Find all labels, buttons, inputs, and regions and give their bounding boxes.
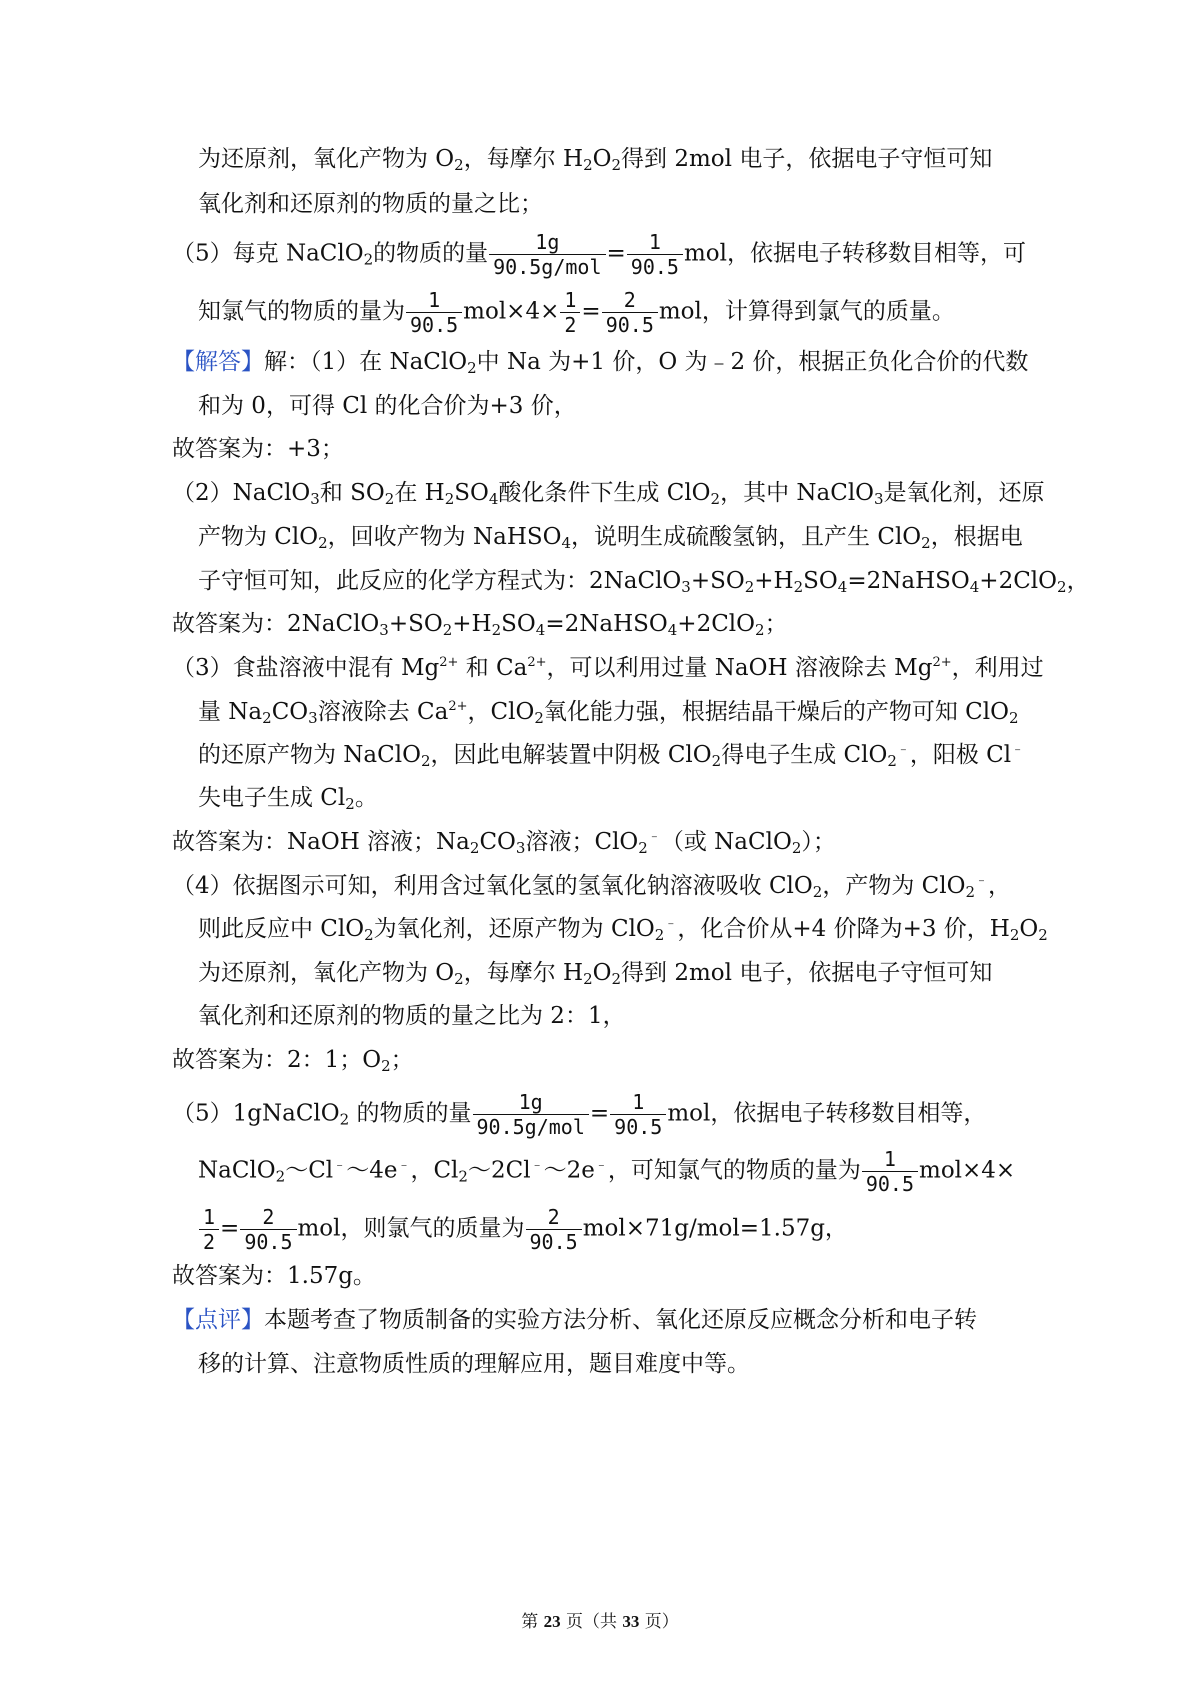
subscript: 2 — [1009, 709, 1019, 727]
text-run: = — [220, 1215, 240, 1242]
superscript: ﹣ — [974, 873, 988, 888]
subscript: 4 — [837, 578, 848, 596]
text-run: 故答案为：NaOH 溶液；Na — [172, 829, 470, 855]
text-run: 90.5 — [630, 255, 679, 279]
text-run: 故答案为：+3； — [172, 436, 344, 462]
superscript: ﹣ — [530, 1157, 544, 1173]
text-run: = — [581, 298, 601, 325]
fraction — [240, 1205, 296, 1254]
text-line — [198, 1348, 750, 1380]
text-run: ，因此电解装置中阴极 ClO — [430, 742, 712, 768]
text-run: （5）每克 NaClO — [172, 240, 364, 267]
subscript: 4 — [561, 534, 572, 552]
text-run: ，化合价从+4 价降为+3 价，H — [677, 916, 1010, 942]
text-run: 90.5 — [614, 1115, 663, 1139]
text-run: （3）食盐溶液中混有 Mg — [172, 655, 440, 681]
fraction — [406, 288, 462, 337]
text-run: CO — [479, 829, 516, 855]
page-total: 33 — [622, 1612, 640, 1631]
subscript: 2 — [793, 578, 804, 596]
subscript: 3 — [681, 578, 691, 596]
subscript: 2 — [384, 490, 395, 508]
text-run: 量 Na — [198, 699, 263, 725]
text-run: 2 — [240, 1205, 296, 1230]
subscript: 3 — [515, 839, 526, 857]
text-line — [198, 913, 1048, 945]
text-run: 得到 2mol 电子，依据电子守恒可知 — [621, 960, 993, 986]
text-run: 得到 2mol 电子，依据电子守恒可知 — [621, 146, 993, 172]
text-run: ，根据电 — [930, 524, 1023, 550]
text-run: 溶液；ClO — [525, 829, 639, 855]
text-run: 氧化剂和还原剂的物质的量之比； — [198, 191, 543, 217]
subscript: 2 — [965, 883, 975, 901]
text-run: 酸化条件下生成 ClO — [498, 480, 711, 506]
page-footer — [0, 1607, 1200, 1632]
text-line — [172, 1304, 977, 1336]
text-line — [198, 288, 955, 337]
subscript: 2 — [638, 839, 648, 857]
subscript: 2 — [710, 490, 721, 508]
subscript: 2 — [318, 534, 328, 552]
subscript: 3 — [310, 490, 320, 508]
text-run: 2 — [526, 1205, 582, 1230]
subscript: 2 — [381, 1057, 391, 1075]
text-run: 1 — [627, 230, 683, 255]
superscript: ﹣ — [1011, 742, 1025, 757]
text-run: +H — [452, 611, 492, 637]
subscript: 2 — [611, 156, 622, 174]
text-run: O — [592, 146, 612, 172]
text-line — [198, 957, 992, 989]
text-run: ，Cl — [410, 1157, 459, 1184]
text-run: 是氧化剂，还原 — [883, 480, 1045, 506]
text-run: SO — [803, 568, 838, 594]
text-run: 和 Ca — [458, 655, 528, 681]
text-line — [198, 1205, 848, 1254]
subscript: 4 — [969, 578, 980, 596]
subscript: 2 — [458, 1167, 468, 1186]
text-run: 得电子生成 ClO — [721, 742, 888, 768]
subscript: 2 — [755, 621, 765, 639]
text-run: 90.5 — [865, 1172, 915, 1196]
text-run: ，阳极 Cl — [909, 742, 1012, 768]
text-line — [172, 870, 1011, 902]
subscript: 2 — [654, 926, 665, 944]
text-run: ，每摩尔 H — [463, 146, 584, 172]
text-line — [172, 477, 1045, 509]
text-run: mol，依据电子转移数目相等， — [667, 1100, 987, 1127]
text-run: 90.5 — [410, 313, 459, 337]
text-run: +2ClO — [979, 568, 1058, 594]
subscript: 2 — [744, 578, 755, 596]
text-run: 为还原剂，氧化产物为 O — [198, 960, 455, 986]
text-line — [172, 1044, 414, 1076]
text-run: 故答案为：2：1；O — [172, 1047, 382, 1073]
superscript: 2+ — [448, 699, 468, 714]
superscript: ﹣ — [594, 1157, 608, 1173]
text-run: =2NaHSO — [545, 611, 668, 637]
text-run: 为还原剂，氧化产物为 O — [198, 146, 455, 172]
text-run: O — [1019, 916, 1039, 942]
fraction — [862, 1147, 918, 1196]
text-line — [198, 696, 1019, 728]
text-run: 移的计算、注意物质性质的理解应用，题目难度中等。 — [198, 1351, 750, 1377]
superscript: 2+ — [439, 655, 459, 670]
text-line — [198, 565, 1090, 597]
text-run: ，其中 NaClO — [720, 480, 875, 506]
text-run: +SO — [388, 611, 443, 637]
text-run: ； — [390, 1047, 414, 1073]
text-line — [198, 390, 577, 422]
fraction — [489, 230, 605, 279]
text-run: 解：（1）在 NaClO — [264, 349, 468, 375]
text-run: mol×4× — [919, 1157, 1016, 1184]
fraction — [473, 1090, 589, 1139]
text-run: ，每摩尔 H — [463, 960, 584, 986]
subscript: 2 — [363, 250, 374, 269]
text-run: 90.5 — [244, 1230, 293, 1254]
text-run: +H — [754, 568, 794, 594]
text-run: 的物质的量 — [373, 240, 489, 267]
text-run: 知氯气的物质的量为 — [198, 298, 405, 325]
text-run: 子守恒可知，此反应的化学方程式为：2NaClO — [198, 568, 682, 594]
superscript: ﹣ — [397, 1157, 411, 1173]
text-run: ）； — [801, 829, 836, 855]
text-run: 1 — [560, 288, 580, 313]
text-run: NaClO — [198, 1157, 276, 1184]
subscript: 2 — [469, 839, 480, 857]
subscript: 2 — [467, 359, 477, 377]
subscript: 2 — [275, 1167, 286, 1186]
subscript: 2 — [262, 709, 272, 727]
text-run: mol×4× — [463, 298, 560, 325]
text-run: （4）依据图示可知，利用含过氧化氢的氢氧化钠溶液吸收 ClO — [172, 873, 813, 899]
subscript: 2 — [454, 970, 464, 988]
subscript: 2 — [887, 752, 897, 770]
text-run: mol，依据电子转移数目相等，可 — [683, 240, 1026, 267]
text-run: 90.5 — [529, 1230, 578, 1254]
subscript: 2 — [812, 883, 823, 901]
text-line — [172, 1090, 986, 1139]
subscript: 2 — [583, 970, 593, 988]
superscript: ﹣ — [647, 829, 661, 844]
text-line — [198, 188, 543, 220]
text-run: ，产物为 ClO — [822, 873, 966, 899]
text-run: ～Cl — [285, 1157, 334, 1184]
subscript: 4 — [667, 621, 678, 639]
subscript: 2 — [921, 534, 931, 552]
text-line — [198, 739, 1024, 771]
text-run: 故答案为：2NaClO — [172, 611, 380, 637]
fraction — [627, 230, 683, 279]
text-run: 90.5 — [605, 313, 654, 337]
text-line — [172, 608, 788, 640]
answer-tag: 【解答】 — [172, 349, 264, 375]
text-run: ～4e — [346, 1157, 398, 1184]
text-run: 1g — [473, 1090, 589, 1115]
text-run: 产物为 ClO — [198, 524, 319, 550]
comment-tag: 【点评】 — [172, 1307, 264, 1333]
superscript: ﹣ — [896, 742, 910, 757]
fraction — [199, 1205, 219, 1254]
text-run: 氧化剂和还原剂的物质的量之比为 2：1， — [198, 1003, 626, 1029]
subscript: 2 — [611, 970, 622, 988]
text-line — [172, 346, 1028, 378]
subscript: 2 — [791, 839, 802, 857]
superscript: ﹣ — [333, 1157, 347, 1173]
subscript: 2 — [1038, 926, 1048, 944]
text-run: ，说明生成硫酸氢钠，且产生 ClO — [571, 524, 922, 550]
text-run: 氧化能力强，根据结晶干燥后的产物可知 ClO — [543, 699, 1009, 725]
subscript: 2 — [534, 709, 544, 727]
subscript: 2 — [345, 795, 355, 813]
text-run: mol×71g/mol=1.57g， — [582, 1215, 848, 1242]
text-run: （2）NaClO — [172, 480, 311, 506]
text-run: 2 — [564, 313, 577, 337]
superscript: 2+ — [527, 655, 547, 670]
superscript: 2+ — [932, 655, 952, 670]
text-run: 1 — [862, 1147, 918, 1172]
subscript: 2 — [491, 621, 502, 639]
subscript: 3 — [874, 490, 884, 508]
text-line — [172, 652, 1044, 684]
text-run: 故答案为：1.57g。 — [172, 1263, 376, 1289]
text-run: CO — [271, 699, 309, 725]
subscript: 3 — [308, 709, 318, 727]
text-run: 和为 0，可得 Cl 的化合价为+3 价， — [198, 393, 577, 419]
text-line — [172, 1260, 376, 1292]
text-run: ，ClO — [467, 699, 535, 725]
text-run: 的还原产物为 NaClO — [198, 742, 421, 768]
text-run: 2 — [203, 1230, 216, 1254]
text-run: SO — [501, 611, 536, 637]
text-run: ～2e — [543, 1157, 595, 1184]
text-run: 失电子生成 Cl — [198, 785, 346, 811]
text-run: ，利用过 — [951, 655, 1044, 681]
footer-text: 页） — [639, 1612, 679, 1632]
text-run: SO — [454, 480, 489, 506]
text-run: = — [589, 1100, 610, 1127]
subscript: 2 — [711, 752, 722, 770]
text-line — [172, 826, 836, 858]
subscript: 2 — [583, 156, 593, 174]
footer-text: 第 — [521, 1612, 544, 1632]
text-run: 90.5g/mol — [476, 1115, 585, 1139]
text-run: ， — [988, 873, 1011, 899]
text-run: 和 SO — [319, 480, 385, 506]
text-run: ，回收产物为 NaHSO — [327, 524, 562, 550]
page-number: 23 — [543, 1612, 561, 1631]
text-run: （5）1gNaClO — [172, 1100, 340, 1127]
text-run: 1 — [610, 1090, 666, 1115]
subscript: 2 — [444, 490, 455, 508]
text-run: ，可知氯气的物质的量为 — [607, 1157, 861, 1184]
text-run: 在 H — [394, 480, 445, 506]
text-run: ～2Cl — [467, 1157, 531, 1184]
subscript: 3 — [379, 621, 389, 639]
text-run: 中 Na 为+1 价，O 为﹣2 价，根据正负化合价的代数 — [476, 349, 1029, 375]
subscript: 2 — [454, 156, 464, 174]
subscript: 2 — [339, 1110, 350, 1129]
subscript: 2 — [364, 926, 374, 944]
text-run: 本题考查了物质制备的实验方法分析、氧化还原反应概念分析和电子转 — [264, 1307, 977, 1333]
text-run: ，可以利用过量 NaOH 溶液除去 Mg — [546, 655, 933, 681]
fraction — [610, 1090, 666, 1139]
subscript: 2 — [442, 621, 453, 639]
text-line — [198, 1147, 1015, 1196]
text-run: 1 — [406, 288, 462, 313]
text-run: = — [606, 240, 626, 267]
subscript: 2 — [1057, 578, 1067, 596]
fraction — [602, 288, 658, 337]
text-run: 1g — [489, 230, 605, 255]
text-run: （或 NaClO — [660, 829, 792, 855]
fraction — [560, 288, 580, 337]
text-run: 的物质的量 — [349, 1100, 472, 1127]
fraction — [526, 1205, 582, 1254]
text-run: 为氧化剂，还原产物为 ClO — [373, 916, 655, 942]
subscript: 4 — [488, 490, 499, 508]
text-line — [198, 143, 992, 175]
text-line — [198, 1000, 626, 1032]
text-run: mol，计算得到氯气的质量。 — [658, 298, 955, 325]
text-run: ； — [764, 611, 788, 637]
text-run: +SO — [690, 568, 745, 594]
text-line — [198, 782, 378, 814]
text-run: ， — [1066, 568, 1090, 594]
text-run: mol，则氯气的质量为 — [297, 1215, 525, 1242]
subscript: 2 — [420, 752, 431, 770]
text-run: +2ClO — [677, 611, 756, 637]
text-run: 。 — [354, 785, 378, 811]
text-run: =2NaHSO — [847, 568, 970, 594]
text-run: 90.5g/mol — [493, 255, 602, 279]
text-run: 则此反应中 ClO — [198, 916, 365, 942]
subscript: 4 — [535, 621, 546, 639]
text-run: O — [592, 960, 612, 986]
text-run: 溶液除去 Ca — [317, 699, 449, 725]
text-run: 2 — [602, 288, 658, 313]
superscript: ﹣ — [664, 916, 678, 931]
text-run: 1 — [199, 1205, 219, 1230]
text-line — [198, 521, 1023, 553]
subscript: 2 — [1009, 926, 1020, 944]
text-line — [172, 230, 1026, 279]
footer-text: 页（共 — [560, 1612, 623, 1632]
text-line — [172, 433, 344, 465]
